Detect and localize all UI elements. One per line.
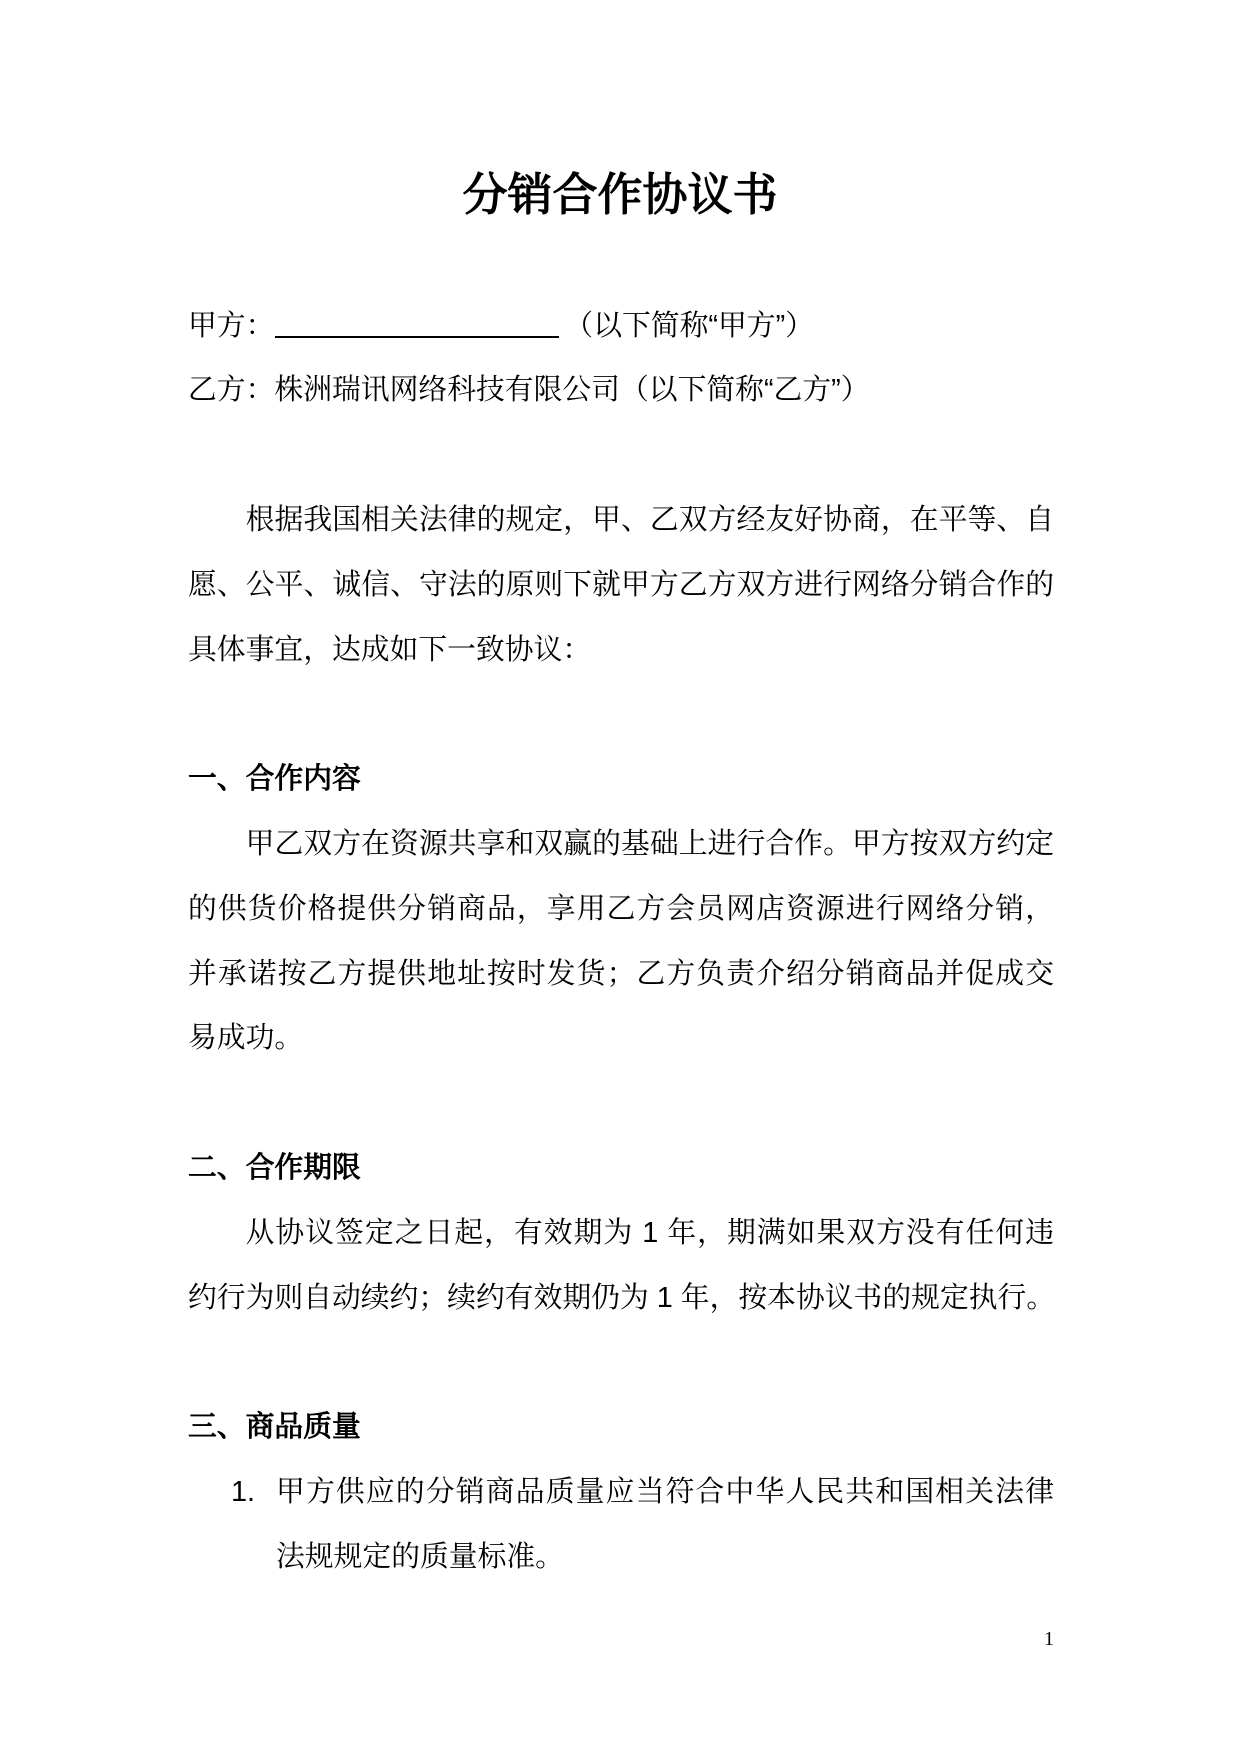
- section-line: 约行为则自动续约；续约有效期仍为 1 年，按本协议书的规定执行。: [188, 1281, 1056, 1314]
- section-line: 甲乙双方在资源共享和双赢的基础上进行合作。甲方按双方约定: [245, 827, 1054, 860]
- party-a-line: [188, 294, 1054, 359]
- section-cooperation-content: [188, 747, 1054, 1071]
- section-line: 的供货价格提供分销商品，享用乙方会员网店资源进行网络分销，: [188, 892, 1054, 925]
- party-a-label: 甲方：: [188, 309, 275, 342]
- section-product-quality: [188, 1395, 1054, 1589]
- party-b-suffix: （以下简称“乙方”）: [619, 374, 870, 407]
- preamble-paragraph: [188, 488, 1054, 682]
- list-item-line: 法规规定的质量标准。: [276, 1540, 564, 1573]
- party-a-suffix: （以下简称“甲方”）: [564, 309, 814, 342]
- section-cooperation-term: [188, 1136, 1054, 1330]
- document-body: [188, 294, 1054, 1590]
- party-b-line: [188, 358, 1054, 423]
- section-line: 从协议签定之日起，有效期为 1 年，期满如果双方没有任何违: [245, 1216, 1054, 1249]
- page-number: 1: [1044, 1628, 1054, 1650]
- preamble-line: 愿、公平、诚信、守法的原则下就甲方乙方双方进行网络分销合作的: [188, 568, 1054, 601]
- party-b-label: 乙方：: [188, 374, 275, 407]
- list-item-line: 甲方供应的分销商品质量应当符合中华人民共和国相关法律: [276, 1475, 1054, 1508]
- party-a-name-blank: [275, 336, 559, 338]
- section-heading: 三、商品质量: [188, 1411, 361, 1444]
- section-heading: 二、合作期限: [188, 1151, 361, 1184]
- section-line: 易成功。: [188, 1022, 304, 1055]
- list-item-number: 1.: [231, 1475, 256, 1508]
- list-item: [188, 1460, 1054, 1590]
- section-heading: 一、合作内容: [188, 763, 361, 796]
- party-b-name: 株洲瑞讯网络科技有限公司: [274, 374, 620, 407]
- section-line: 并承诺按乙方提供地址按时发货；乙方负责介绍分销商品并促成交: [188, 957, 1054, 990]
- document-title: 分销合作协议书: [462, 169, 778, 220]
- preamble-line: 根据我国相关法律的规定，甲、乙双方经友好协商，在平等、自: [245, 503, 1054, 536]
- preamble-line: 具体事宜，达成如下一致协议：: [188, 633, 592, 666]
